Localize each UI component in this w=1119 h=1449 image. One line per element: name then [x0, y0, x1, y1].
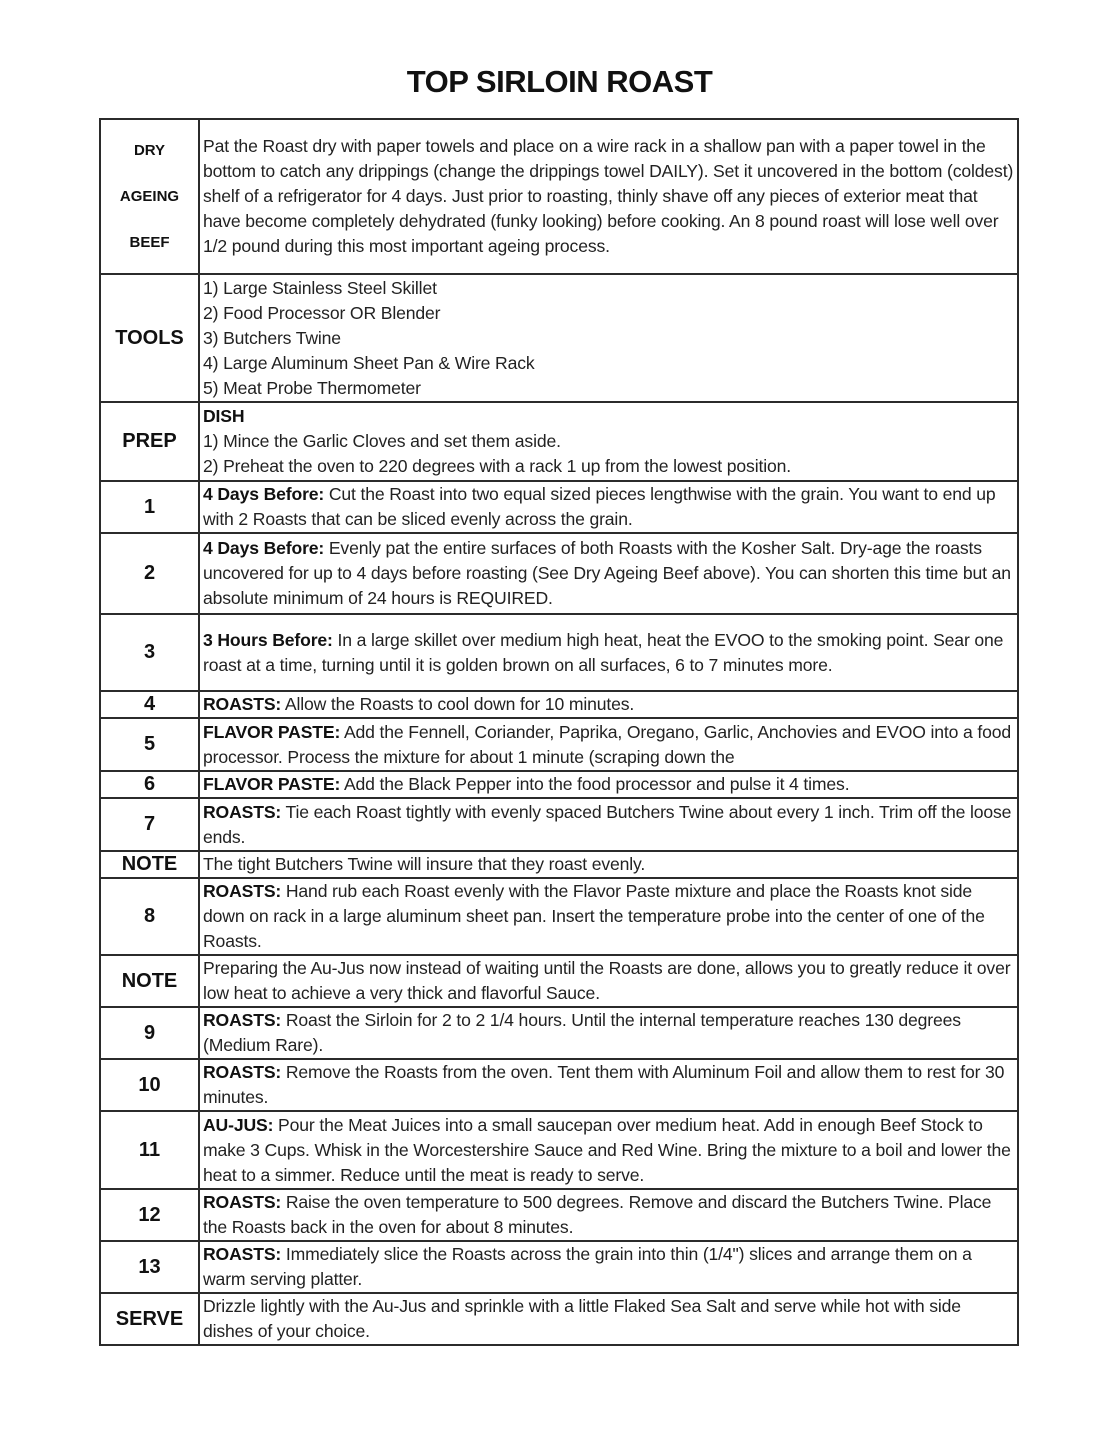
table-row-dry-ageing: [100, 119, 1018, 274]
list-item: 3) Butchers Twine: [203, 327, 341, 348]
step-lead: 4 Days Before:: [203, 484, 325, 504]
list-item: 2) Preheat the oven to 220 degrees with a rack 1 up from the lowest position.: [203, 456, 791, 476]
row-label: 12: [100, 1189, 199, 1241]
row-label: NOTE: [100, 851, 199, 878]
step-lead: ROASTS:: [203, 881, 282, 901]
table-row-step: [100, 691, 1018, 718]
row-label: NOTE: [100, 955, 199, 1007]
tools-list: [199, 274, 1018, 402]
table-row-step: [100, 1059, 1018, 1111]
step-lead: ROASTS:: [203, 1244, 282, 1264]
row-label: 13: [100, 1241, 199, 1293]
step-lead: ROASTS:: [203, 1062, 282, 1082]
step-lead: 3 Hours Before:: [203, 629, 333, 650]
recipe-title: TOP SIRLOIN ROAST: [406, 64, 713, 99]
table-row-step: [100, 718, 1018, 771]
table-row-step: [100, 878, 1018, 955]
row-text: [199, 878, 1018, 955]
label-line: BEEF: [129, 233, 170, 251]
list-item: 1) Large Stainless Steel Skillet: [203, 277, 437, 298]
step-text: Tie each Roast tightly with evenly spaced Butchers Twine about every 1 inch. Trim off the loose ends.: [203, 801, 1012, 847]
step-lead: ROASTS:: [203, 1010, 282, 1030]
table-row-step: [100, 1007, 1018, 1059]
row-text: [199, 1189, 1018, 1241]
step-lead: FLAVOR PASTE:: [203, 721, 341, 742]
row-label: 7: [100, 798, 199, 851]
row-text: [199, 718, 1018, 771]
row-label: 8: [100, 878, 199, 955]
step-text: Immediately slice the Roasts across the grain into thin (1/4") slices and arrange them on a warm serving platter.: [203, 1244, 972, 1289]
step-lead: ROASTS:: [203, 694, 282, 714]
row-label: 2: [100, 533, 199, 614]
row-text: [199, 1059, 1018, 1111]
table-row-step: [100, 533, 1018, 614]
table-row-step: [100, 1241, 1018, 1293]
table-row-step: [100, 1111, 1018, 1189]
note-text: Preparing the Au-Jus now instead of waiting until the Roasts are done, allows you to greatly reduce it over low heat to achieve a very thick and flavorful Sauce.: [203, 958, 1011, 1003]
table-row-serve: [100, 1293, 1018, 1345]
list-item: 5) Meat Probe Thermometer: [203, 377, 421, 398]
step-lead: 4 Days Before:: [203, 538, 325, 558]
table-row-note: [100, 851, 1018, 878]
row-label: 9: [100, 1007, 199, 1059]
step-text: Remove the Roasts from the oven. Tent them with Aluminum Foil and allow them to rest for 30 minutes.: [203, 1062, 1005, 1107]
label-line: DRY: [133, 141, 166, 159]
table-row-step: [100, 1189, 1018, 1241]
row-label: 11: [100, 1111, 199, 1189]
row-text: [199, 798, 1018, 851]
table-row-step: [100, 771, 1018, 798]
row-text: [199, 1241, 1018, 1293]
step-text: Roast the Sirloin for 2 to 2 1/4 hours. Until the internal temperature reaches 130 degrees (Medium Rare).: [203, 1010, 961, 1055]
step-text: Allow the Roasts to cool down for 10 minutes.: [281, 694, 635, 714]
row-text: [199, 771, 1018, 798]
row-text: [199, 614, 1018, 691]
step-lead: ROASTS:: [203, 801, 282, 822]
prep-list: [199, 402, 1018, 481]
row-label: TOOLS: [100, 274, 199, 402]
step-text: Raise the oven temperature to 500 degrees. Remove and discard the Butchers Twine. Place the Roasts back in the oven for about 8 minutes.: [203, 1192, 992, 1237]
table-row-tools: [100, 274, 1018, 402]
step-text: Evenly pat the entire surfaces of both Roasts with the Kosher Salt. Dry-age the roasts uncovered for up to 4 days before roasting (See Dry Ageing Beef above). You can shorten this time but an absolute minimum of 24 hours is REQUIRED.: [203, 538, 1011, 608]
row-text: [199, 851, 1018, 878]
list-item: 4) Large Aluminum Sheet Pan & Wire Rack: [203, 352, 535, 373]
row-label: 6: [100, 771, 199, 798]
row-label: PREP: [100, 402, 199, 481]
clipped-text: [203, 720, 1015, 770]
step-lead: ROASTS:: [203, 1192, 282, 1212]
row-text: [199, 1007, 1018, 1059]
table-row-step: [100, 481, 1018, 533]
table-row-note: [100, 955, 1018, 1007]
step-text: Hand rub each Roast evenly with the Flavor Paste mixture and place the Roasts knot side down on rack in a large aluminum sheet pan. Insert the temperature probe into the center of one of the Roasts.: [203, 881, 985, 951]
row-text: [199, 955, 1018, 1007]
label-line: AGEING: [119, 187, 180, 205]
step-lead: FLAVOR PASTE:: [203, 774, 341, 794]
step-text: Add the Black Pepper into the food processor and pulse it 4 times.: [340, 774, 850, 794]
list-item: 1) Mince the Garlic Cloves and set them aside.: [203, 431, 561, 451]
recipe-table: [99, 118, 1019, 1346]
row-text: [199, 1293, 1018, 1345]
step-text: Cut the Roast into two equal sized pieces lengthwise with the grain. You want to end up with 2 Roasts that can be sliced evenly across the grain.: [203, 484, 996, 529]
table-row-step: [100, 798, 1018, 851]
row-text: Pat the Roast dry with paper towels and place on a wire rack in a shallow pan with a paper towel in the bottom to catch any drippings (change the drippings towel DAILY). Set it uncovered in the bottom (coldest) shelf of a refrigerator for 4 days. Just prior to roasting, thinly shave off any pieces of exterior meat that have become completely dehydrated (funky looking) before cooking. An 8 pound roast will lose well over 1/2 pound during this most important ageing process.: [199, 119, 1018, 274]
row-label: 4: [100, 691, 199, 718]
row-text: [199, 481, 1018, 533]
row-label: 1: [100, 481, 199, 533]
row-label: 10: [100, 1059, 199, 1111]
list-item: 2) Food Processor OR Blender: [203, 302, 441, 323]
table-row-step: [100, 614, 1018, 691]
row-label: 5: [100, 718, 199, 771]
row-label: 3: [100, 614, 199, 691]
row-label: [100, 119, 199, 274]
row-text: [199, 533, 1018, 614]
row-text: [199, 1111, 1018, 1189]
serve-text: Drizzle lightly with the Au-Jus and sprinkle with a little Flaked Sea Salt and serve while hot with side dishes of your choice.: [203, 1296, 961, 1341]
step-lead: AU-JUS:: [203, 1114, 274, 1135]
table-row-prep: [100, 402, 1018, 481]
step-text: In a large skillet over medium high heat, heat the EVOO to the smoking point. Sear one roast at a time, turning until it is golden brown on all surfaces, 6 to 7 minutes more.: [203, 629, 1004, 675]
note-text: The tight Butchers Twine will insure that they roast evenly.: [203, 854, 646, 874]
step-text: Pour the Meat Juices into a small saucepan over medium heat. Add in enough Beef Stock to make 3 Cups. Whisk in the Worcestershire Sauce and Red Wine. Bring the mixture to a boil and lower the heat to a simmer. Reduce until the meat is ready to serve.: [203, 1114, 1011, 1185]
row-text: [199, 691, 1018, 718]
row-label: SERVE: [100, 1293, 199, 1345]
prep-heading: DISH: [203, 406, 245, 426]
step-text: Add the Fennell, Coriander, Paprika, Oregano, Garlic, Anchovies and EVOO into a food processor. Process the mixture for about 1 minute (scraping down the: [203, 721, 1012, 767]
